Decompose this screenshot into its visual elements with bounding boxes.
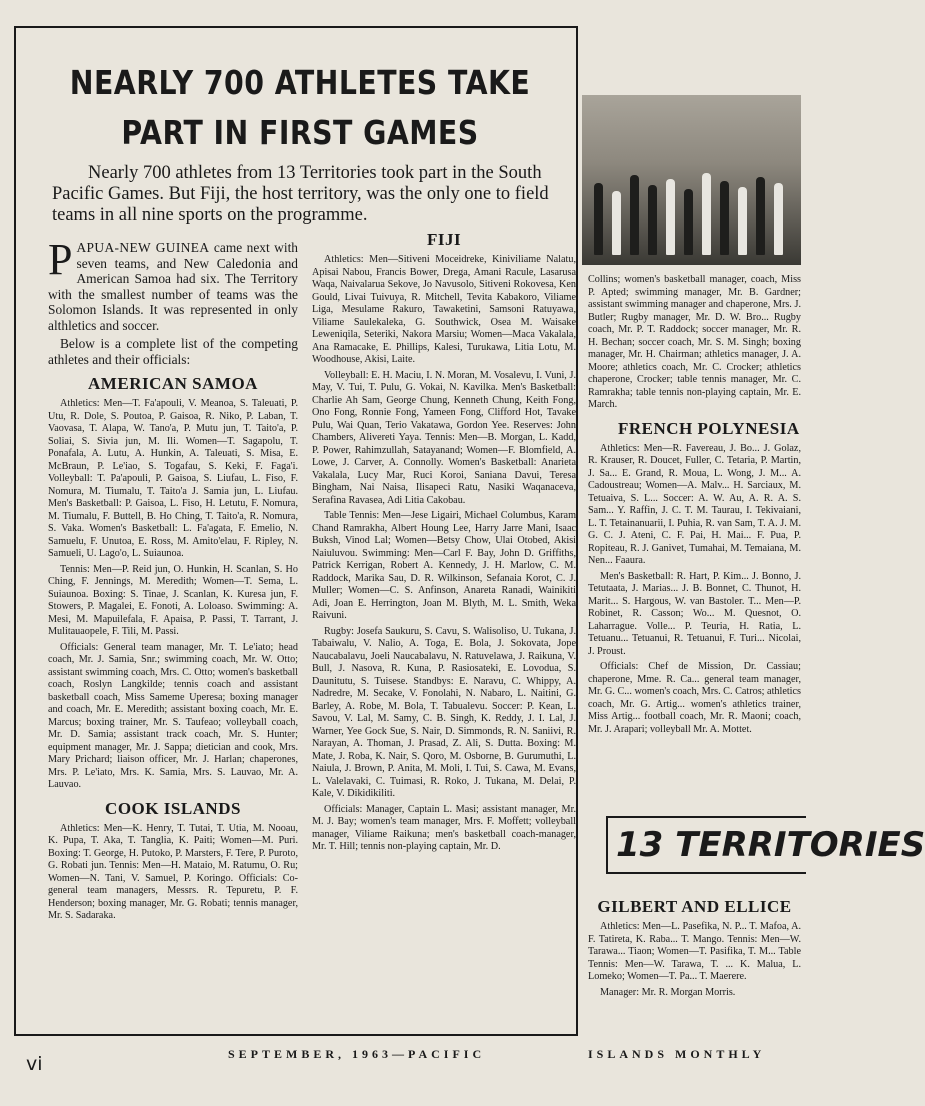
heading-fiji: FIJI [426,230,462,249]
list-item: Collins; women's basketball manager, coach, Miss P. Apted; swimming manager, Mr. B. Gardner; assistant swimming manager and chaperone, Mrs. J. Butler; Rugby manager, Mr. D. W. Bro... Rugby coach, Mr. P. T. Raddock; soccer manager, Mr. R. H. Bechan; soccer coach, Mr. S. M. Singh; boxing manager, Mr. H. Chairman; athletics manager, J. A. Moore; athletics coach, Mr. C. Crocker; athletics chaperone, Crocker; table tennis manager, Mr. C. Ramrakha; table tennis non-playing captain, Mr. E. March. [588,274,801,410]
list-item: Athletics: Men—R. Favereau, J. Bo... J. Golaz, R. Krauser, R. Doucet, Fuller, C. Tetaria, P. Martin, J. Sa... E. Grand, R. Moua, L. Wong, J. M... A. Cadoustreau; Women—A. Malv... H. Sarciaux, M. Tetuaiva, S. L... Soccer: A. W. Au, A. R. A. S. Sam... Y. Raffin, J. C. T. M. Taurau, I. Tekivaiani, L. T. Tetainanuarii, I. Puhia, R. van Sam, T. A. J. M. G. C. J. Ateni, C. F. Pai, H. Mai... F. Pua, P. Ropiteau, R. J. Ganivet, Tumahai, M. Temaiana, M. Nen... Faaura. [588,442,801,566]
lead-paragraph: PAPUA-NEW GUINEA came next with seven teams, and New Caledonia and American Samoa had six. The Territory with the smallest number of teams was the Solomon Islands. It was represented in only althletics and soccer. [48,235,298,333]
list-item: Athletics: Men—K. Henry, T. Tutai, T. Utia, M. Nooau, K. Pupa, T. Aka, T. Tanglia, K. Paiti; Women—M. Puri. Boxing: T. George, H. Putoko, P. Marsters, F. Tere, P. Puroto, G. Robati jun. Tennis: Men—H. Mataio, M. Ratumu, O. Ru; Women—N. Tani, V. Samuel, P. Koringo. Officials: Co-general team managers, Messrs. R. Tepuretu, P. F. Henderson; boxing manager, Mr. G. Robati; tennis manager, Mr. S. Sadaraka. [48,822,298,921]
column-left [48,235,298,926]
issue-date: SEPTEMBER, 1963—PACIFIC [228,1047,486,1061]
heading-cook-islands: COOK ISLANDS [105,798,241,818]
list-item: Officials: General team manager, Mr. T. Le'iato; head coach, Mr. J. Samia, Snr.; swimming coach, Mr. W. Otto; assistant swimming coach, Mrs. C. Otto; women's basketball coach, Roslyn Langkilde; tennis coach and assistant basketball coach, Miss Sameme Uperesa; boxing manager and coach, Mr. E. Meredith; assistant boxing coach, Mr. E. Marcus; boxing trainer, Mr. S. Taufeao; volleyball coach, Mr. D. Samia; assistant track coach, Mr. S. Hunter; equipment manager, Mr. J. Sappa; dietician and cook, Mrs. Mary Prichard; liaison officer, Mr. J. Harlan; chaperones, Mrs. P. Le'iato, Mrs. K. Samia, Mrs. S. Lauvao, Mr. A. Lauvao. [48,641,298,790]
list-item: Athletics: Men—Sitiveni Moceidreke, Kiniviliame Nalatu, Apisai Nabou, Francis Bower, Drega, Amani Racule, Lasarusa Waqa, Naivalarua Sekove, Jo Navusolo, Sitiveni Rokovesa, Ken Gould, Livai Tuivuya, R. Mitchell, Tevita Kabakoro, Viliame Liga, Mesulame Rakuro, Tawaketini, Samsoni Ratuyawa, Viliame Saulekaleka, G. Southwick, Osea M. Waisake Leweniqila, Seteriki, Nakora Marsiu; Women—Maca Vakalala, Ana Ramacake, E. Phillips, Kalesi, Turukawa, Litia Lotu, M. Woodhouse, Akisi, Laite. [312,254,576,365]
headline: NEARLY 700 ATHLETES TAKE PART IN FIRST GAMES [69,63,531,152]
page-number: vi [26,1053,43,1075]
list-item: Officials: Chef de Mission, Dr. Cassiau; chaperone, Mme. R. Ca... general team manager, Mr. G. C... women's coach, Mrs. C. Catros; athletics coach, Mr. G. Artig... women's athletics trainer, Miss Artig... football coach, Mr. R. Maoni; coach, Mr. J. Arapari; volleyball Mr. A. Mottet. [588,661,801,735]
list-item: Rugby: Josefa Saukuru, S. Cavu, S. Walisoliso, U. Tukana, J. Tabaiwalu, V. Nalio, A. Toga, E. Bola, J. Sokovata, Jope Naucabalavu, Joeli Naucabalavu, N. Ratuvelawa, J. Raikuna, V. Bull, J. Nasova, R. Kuna, P. Rasiosateki, E. Lovodua, S. Daunitutu, S. Tuisese. Standbys: E. Naravu, C. Whippy, A. Nadredre, M. Secake, V. Fonolahi, N. Nabaro, L. Naitini, G. Barley, A. Robe, M. Bola, T. Tabualevu. Soccer: P. Kean, L. Savou, V. Lal, M. Samy, C. B. Singh, K. Reddy, J. I. Lal, J. Warner, Yee Gock Sue, S. Nair, D. Simmonds, R. N. Saniivi, R. Narayan, A. Thoman, J. Prasad, Z. Ali, S. Dutta. Boxing: M. Mate, J. Roba, K. Nair, S. Qoro, M. Osborne, B. Gurumuthi, L. Naiula, J. Brown, P. Anita, M. Moli, I. Tui, S. Cawa, M. Evans, L. Valelavaki, C. Tuimasi, R. Roko, J. Tukana, M. Delai, P. Kale, V. Dikidikiliti. [312,625,576,799]
territories-banner: 13 TERRITORIES [606,816,806,874]
lead-paragraph-2: Below is a complete list of the competing athletes and their officials: [48,336,298,367]
list-item: Table Tennis: Men—Jese Ligairi, Michael Columbus, Karam Chand Ramrakha, Albert Houng Lee, Harry Jarre Mani, Isaac Buksh, Vinod Lal; Women—Betsy Chow, Ulai Otobed, Akisi Naiuluvou. Swimming: Men—Carl F. Bay, John D. Griffiths, Patrick Kerrigan, Robert A. Kennedy, J. H. Marlow, C. M. Raddock, Marika Sau, D. R. Wilkinson, Sefanaia Korot, C. J. Muller; Women—C. S. Anfinson, Anareta Ranadi, Wainikiti Adi, Joan E. Herrington, Joan M. Blyth, M. L. Smith, Weka Raivuni. [312,510,576,621]
magazine-name: ISLANDS MONTHLY [588,1047,766,1061]
list-item: Men's Basketball: R. Hart, P. Kim... J. Bonno, J. Tetutaata, J. Marias... J. B. Bonnet, C. Thunot, H. Marit... S. Hargous, W. van Bastoler. T... Men—P. Robinet, R. Casson; Wo... M. Quesnot, O. Laharrague. Volle... P. Teuria, H. Ratia, L. Tetuanu... Tetuanui, R. Tetuanui, F. Turi... Nicolai, J. Proust. [588,570,801,657]
intro-paragraph [52,163,572,226]
intro-text: Nearly 700 athletes from 13 Territories took part in the South Pacific Games. But Fiji, the host territory, was the only one to field teams in all nine sports on the programme. [52,163,549,225]
heading-french-polynesia: FRENCH POLYNESIA [618,418,800,438]
column-right-bottom [588,890,801,1002]
list-item: Officials: Manager, Captain L. Masi; assistant manager, Mr. M. J. Bay; women's team manager, Mrs. F. Moffett; volleyball manager, Viliame Raikuna; men's basketball coach-manager, Mr. T. Hill; tennis non-playing captain, Mr. D. [312,803,576,852]
games-photo [582,95,801,265]
heading-gilbert-ellice: GILBERT AND ELLICE [597,897,792,916]
column-middle [312,230,576,857]
list-item: Athletics: Men—T. Fa'apouli, V. Meanoa, S. Taleuati, P. Utu, R. Dole, S. Poutoa, P. Gaisoa, R. Niko, P. Laban, T. Vaovasa, T. Alapa, W. Tano'a, P. Mutu jun, T. Taito'a, P. Soliai, S. Sivia jun, M. Ili. Women—T. Sagapolu, T. Ponafala, A. Lutu, A. Hunkin, A. Taleuati, S. Misa, E. McBraun, P. Le'iao, S. Togafau, S. Keki, F. Faga'i. Volleyball: T. Pa'apouli, P. Gaisoa, S. Liufau, L. Fiso, F. Nomura, M. Tiumalu, T. Taito'a J. Samia jun, L. Liufau. Men's Basketball: P. Gaisoa, L. Fiso, H. Letutu, F. Nomura, M. Tiumalu, F. Buttell, B. Ho Ching, T. Taito'a, R. Nomura, S. Vaka. Women's Basketball: L. Fa'agata, F. Emelio, N. Samuelu, F. Unutoa, E. Ross, M. Amito'elau, F. Ripley, N. Samueli, U. Lago'o, L. Suiaunoa. [48,398,298,559]
list-item: Manager: Mr. R. Morgan Morris. [600,986,736,998]
heading-american-samoa: AMERICAN SAMOA [88,374,258,393]
page-footer [0,1045,801,1075]
column-right [588,274,801,739]
list-item: Athletics: Men—L. Pasefika, N. P... T. Mafoa, A. F. Tatireta, K. Raba... T. Mango. Tennis: Men—W. Tarawa... Tiaon; Women—T. Pasifika, T. M... Table Tennis: Men—W. Tarawa, T. ... K. Malua, L. Lomeko; Women—T. Pa... T. Maerere. [588,921,801,982]
list-item: Tennis: Men—P. Reid jun, O. Hunkin, H. Scanlan, S. Ho Ching, F. Jennings, M. Meredith; Women—T. Sema, L. Suiaunoa. Boxing: S. Tinae, J. Scanlan, K. Kuresa jun, F. Stowers, P. Magalei, E. Fonoti, A. Loloaso. Swimming: A. Mesi, M. Mapuilefala, F. Apaisa, P. Passi, T. Tarrant, J. Mulitauaopele, F. Tili, M. Passi. [48,563,298,637]
list-item: Volleyball: E. H. Maciu, I. N. Moran, M. Vosalevu, I. Vuni, J. May, V. Tui, T. Pulu, G. Vokai, N. Kavilka. Men's Basketball: Charlie Ah Sam, George Chung, Kenneth Chung, Keith Fong, Ono Fong, Ronnie Fong, Yameen Fong, Clifford Hot, Tavake Pulu, Wai Quan, Terio Vakatawa, Gordon Yee. Reserves: John Chambers, Alivereti Yaya. Tennis: Men—B. Morgan, L. Kadd, P. Power, Rahimzullah, Satayanand; Women—F. Blomfield, A. Lowe, J. Carver, A. Connolly. Women's Basketball: Anarieta Vakalala, Lucy Mar, Ruci Koroi, Saniana Davui, Teresa Bingham, Nai Naisa, Ilisapeci Ratu, Nasiki Waqanaceva, Serafina Ravasea, Adi Litia Cakobau. [312,369,576,506]
